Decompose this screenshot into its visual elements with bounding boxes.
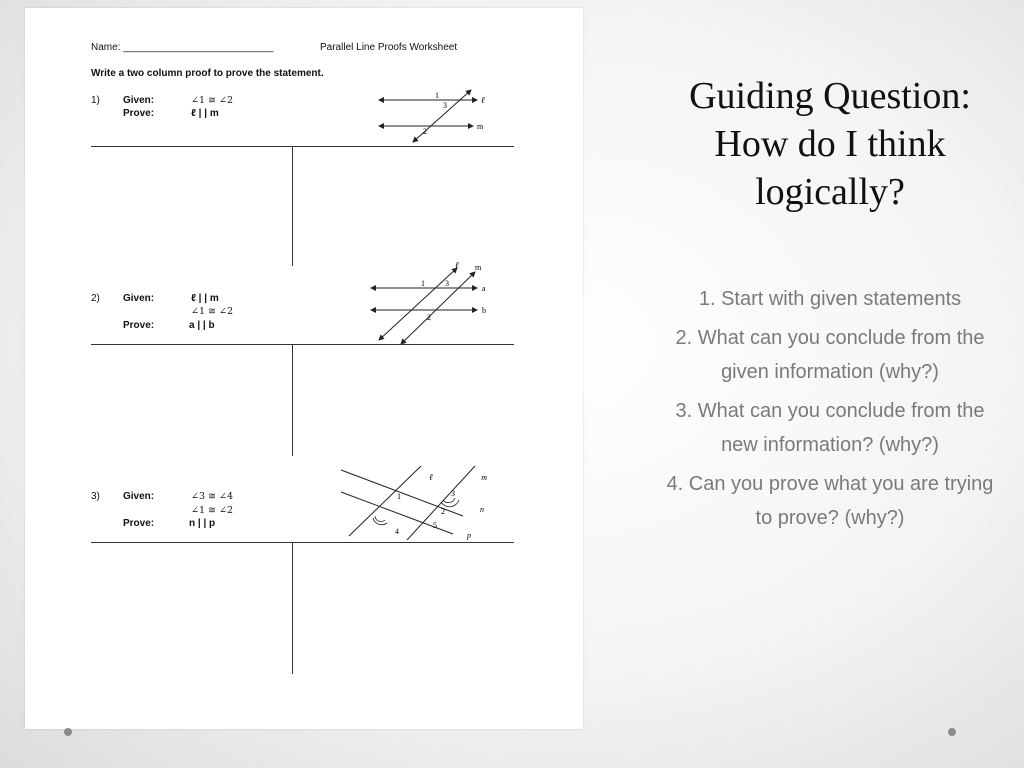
given-statement: ∠3 ≅ ∠4 xyxy=(191,491,234,502)
diagram-problem-1 xyxy=(373,88,503,148)
angle-label: 2 xyxy=(441,507,445,516)
angle-label: 2 xyxy=(427,313,431,322)
angle-label: 1 xyxy=(435,91,439,100)
problem-number: 1) xyxy=(91,95,100,106)
step-item: 1. Start with given statements xyxy=(698,288,962,310)
given-label: Given: xyxy=(123,491,155,502)
angle-label: 2 xyxy=(423,127,427,136)
proof-table-top-border xyxy=(91,344,514,345)
diagram-problem-3 xyxy=(337,460,487,540)
prove-label: Prove: xyxy=(123,320,155,331)
line-label: n xyxy=(480,505,484,514)
angle-label: 3 xyxy=(451,489,455,498)
angle-label: 1 xyxy=(421,279,425,288)
angle-label: 5 xyxy=(433,521,437,530)
given-statement: ℓ | | m xyxy=(191,293,219,304)
given-statement: ∠1 ≅ ∠2 xyxy=(191,95,234,106)
given-statement: ∠1 ≅ ∠2 xyxy=(191,306,234,317)
given-label: Given: xyxy=(123,95,155,106)
prove-statement: ℓ | | m xyxy=(191,108,219,119)
angle-label: 4 xyxy=(395,527,399,536)
worksheet-title: Parallel Line Proofs Worksheet xyxy=(320,42,458,53)
line-label: a xyxy=(482,284,486,293)
line-label: ℓ xyxy=(481,95,485,105)
line-label: b xyxy=(482,306,486,315)
given-label: Given: xyxy=(123,293,155,304)
angle-label: 3 xyxy=(443,101,447,110)
problem-number: 2) xyxy=(91,293,100,304)
decorative-dot-right xyxy=(948,728,956,736)
line-label: m xyxy=(477,122,484,131)
diagram-problem-2 xyxy=(365,260,515,344)
proof-table-top-border xyxy=(91,146,514,147)
line-label: m xyxy=(481,473,487,482)
proof-table-divider xyxy=(292,146,293,266)
given-statement: ∠1 ≅ ∠2 xyxy=(191,505,234,516)
problem-number: 3) xyxy=(91,491,100,502)
step-item: 3. What can you conclude from the new information? (why?) xyxy=(675,400,985,456)
proof-table-divider xyxy=(292,344,293,456)
proof-table-divider xyxy=(292,542,293,674)
line-label: ℓ xyxy=(429,472,433,482)
prove-label: Prove: xyxy=(123,108,155,119)
name-field-label: Name: ___________________________ xyxy=(91,42,274,53)
slide-title: Guiding Question: How do I think logically? xyxy=(689,75,971,213)
step-item: 2. What can you conclude from the given information (why?) xyxy=(675,327,985,383)
line-label: m xyxy=(475,263,482,272)
angle-label: 3 xyxy=(445,279,449,288)
proof-table-top-border xyxy=(91,542,514,543)
line-label: ℓ xyxy=(455,260,459,270)
worksheet-instruction: Write a two column proof to prove the statement. xyxy=(91,68,324,79)
angle-label: 1 xyxy=(397,492,401,501)
worksheet-image xyxy=(25,8,583,729)
steps-list xyxy=(660,282,1000,540)
decorative-dot-left xyxy=(64,728,72,736)
prove-statement: a | | b xyxy=(189,320,215,331)
step-item: 4. Can you prove what you are trying to prove? (why?) xyxy=(666,473,994,529)
prove-label: Prove: xyxy=(123,518,155,529)
line-label: p xyxy=(467,531,471,540)
prove-statement: n | | p xyxy=(189,518,216,529)
